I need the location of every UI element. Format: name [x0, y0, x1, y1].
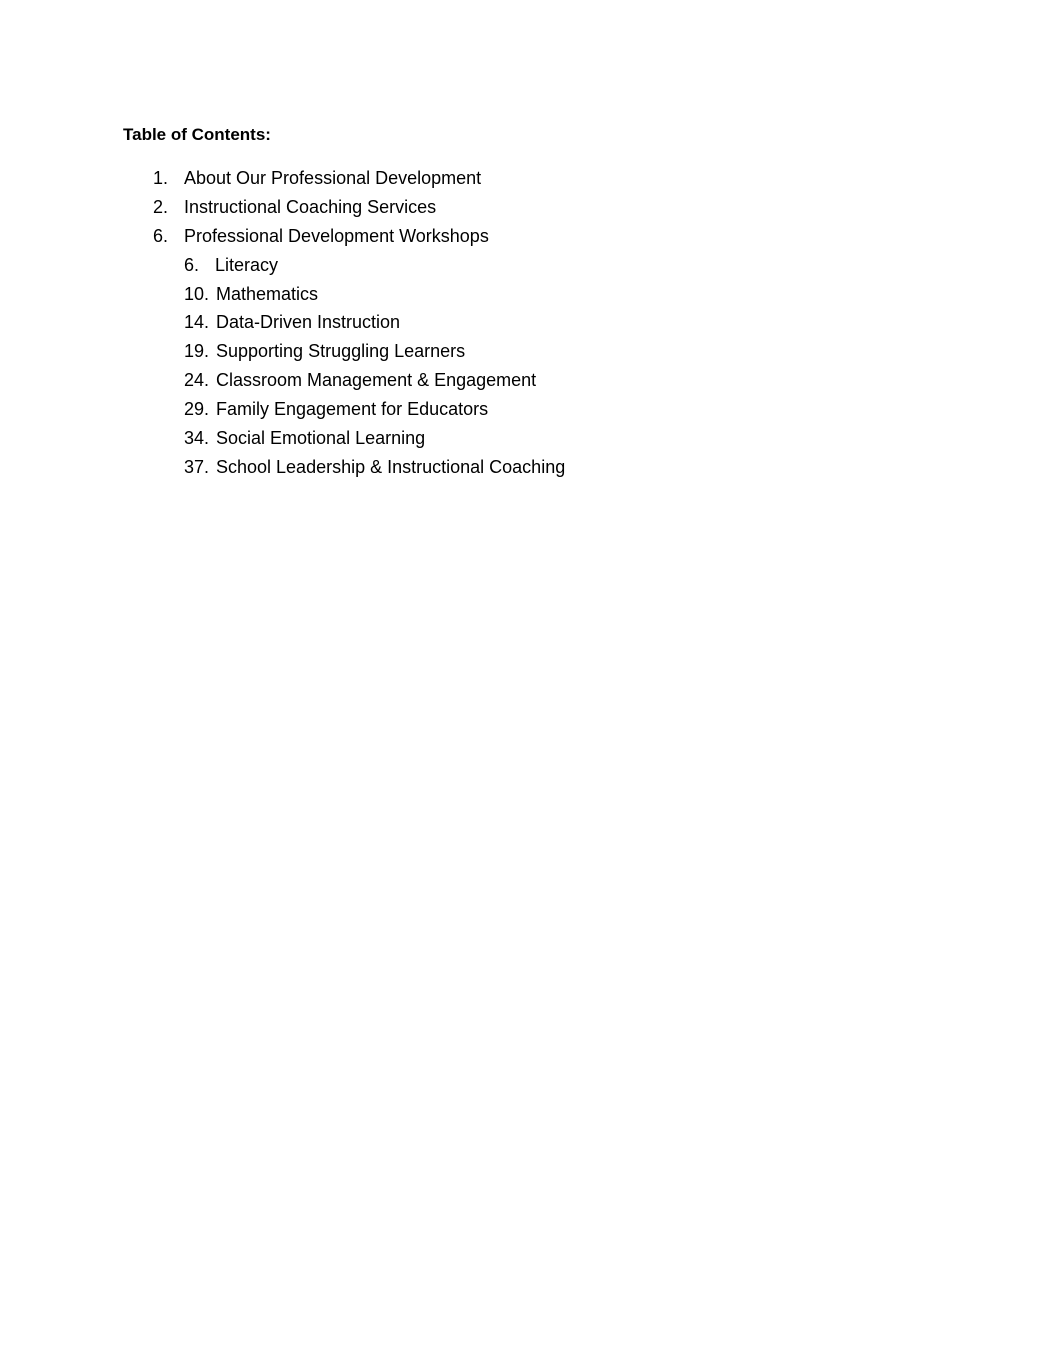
- toc-item-label: Instructional Coaching Services: [184, 196, 437, 217]
- toc-subitem-number: 19.: [184, 341, 210, 362]
- toc-item-label: Professional Development Workshops: [184, 225, 489, 246]
- toc-subitem-number: 29.: [184, 399, 210, 420]
- toc-subitem-label: Literacy: [215, 254, 279, 275]
- toc-subitem-number: 34.: [184, 428, 210, 449]
- toc-subitem-label: Family Engagement for Educators: [216, 399, 489, 420]
- toc-item-number: 1.: [153, 168, 169, 188]
- toc-item-label: About Our Professional Development: [184, 168, 482, 188]
- toc-subitem-number: 6.: [184, 254, 200, 275]
- toc-subitem-label: Classroom Management & Engagement: [216, 370, 537, 391]
- toc-subitem-label: Data-Driven Instruction: [216, 312, 401, 333]
- toc-subitem-number: 37.: [184, 456, 210, 477]
- toc-subitem-number: 24.: [184, 370, 210, 391]
- toc-subitem-label: School Leadership & Instructional Coaching: [216, 456, 566, 477]
- toc-subitem-label: Supporting Struggling Learners: [216, 341, 466, 362]
- toc-subitem-label: Social Emotional Learning: [216, 428, 426, 449]
- toc-subitem-number: 14.: [184, 312, 210, 333]
- toc-subitem-number: 10.: [184, 283, 210, 304]
- toc-item-number: 6.: [153, 225, 169, 246]
- toc-title: Table of Contents:: [123, 125, 271, 144]
- toc-item-number: 2.: [153, 196, 169, 217]
- toc-subitem-label: Mathematics: [216, 283, 319, 304]
